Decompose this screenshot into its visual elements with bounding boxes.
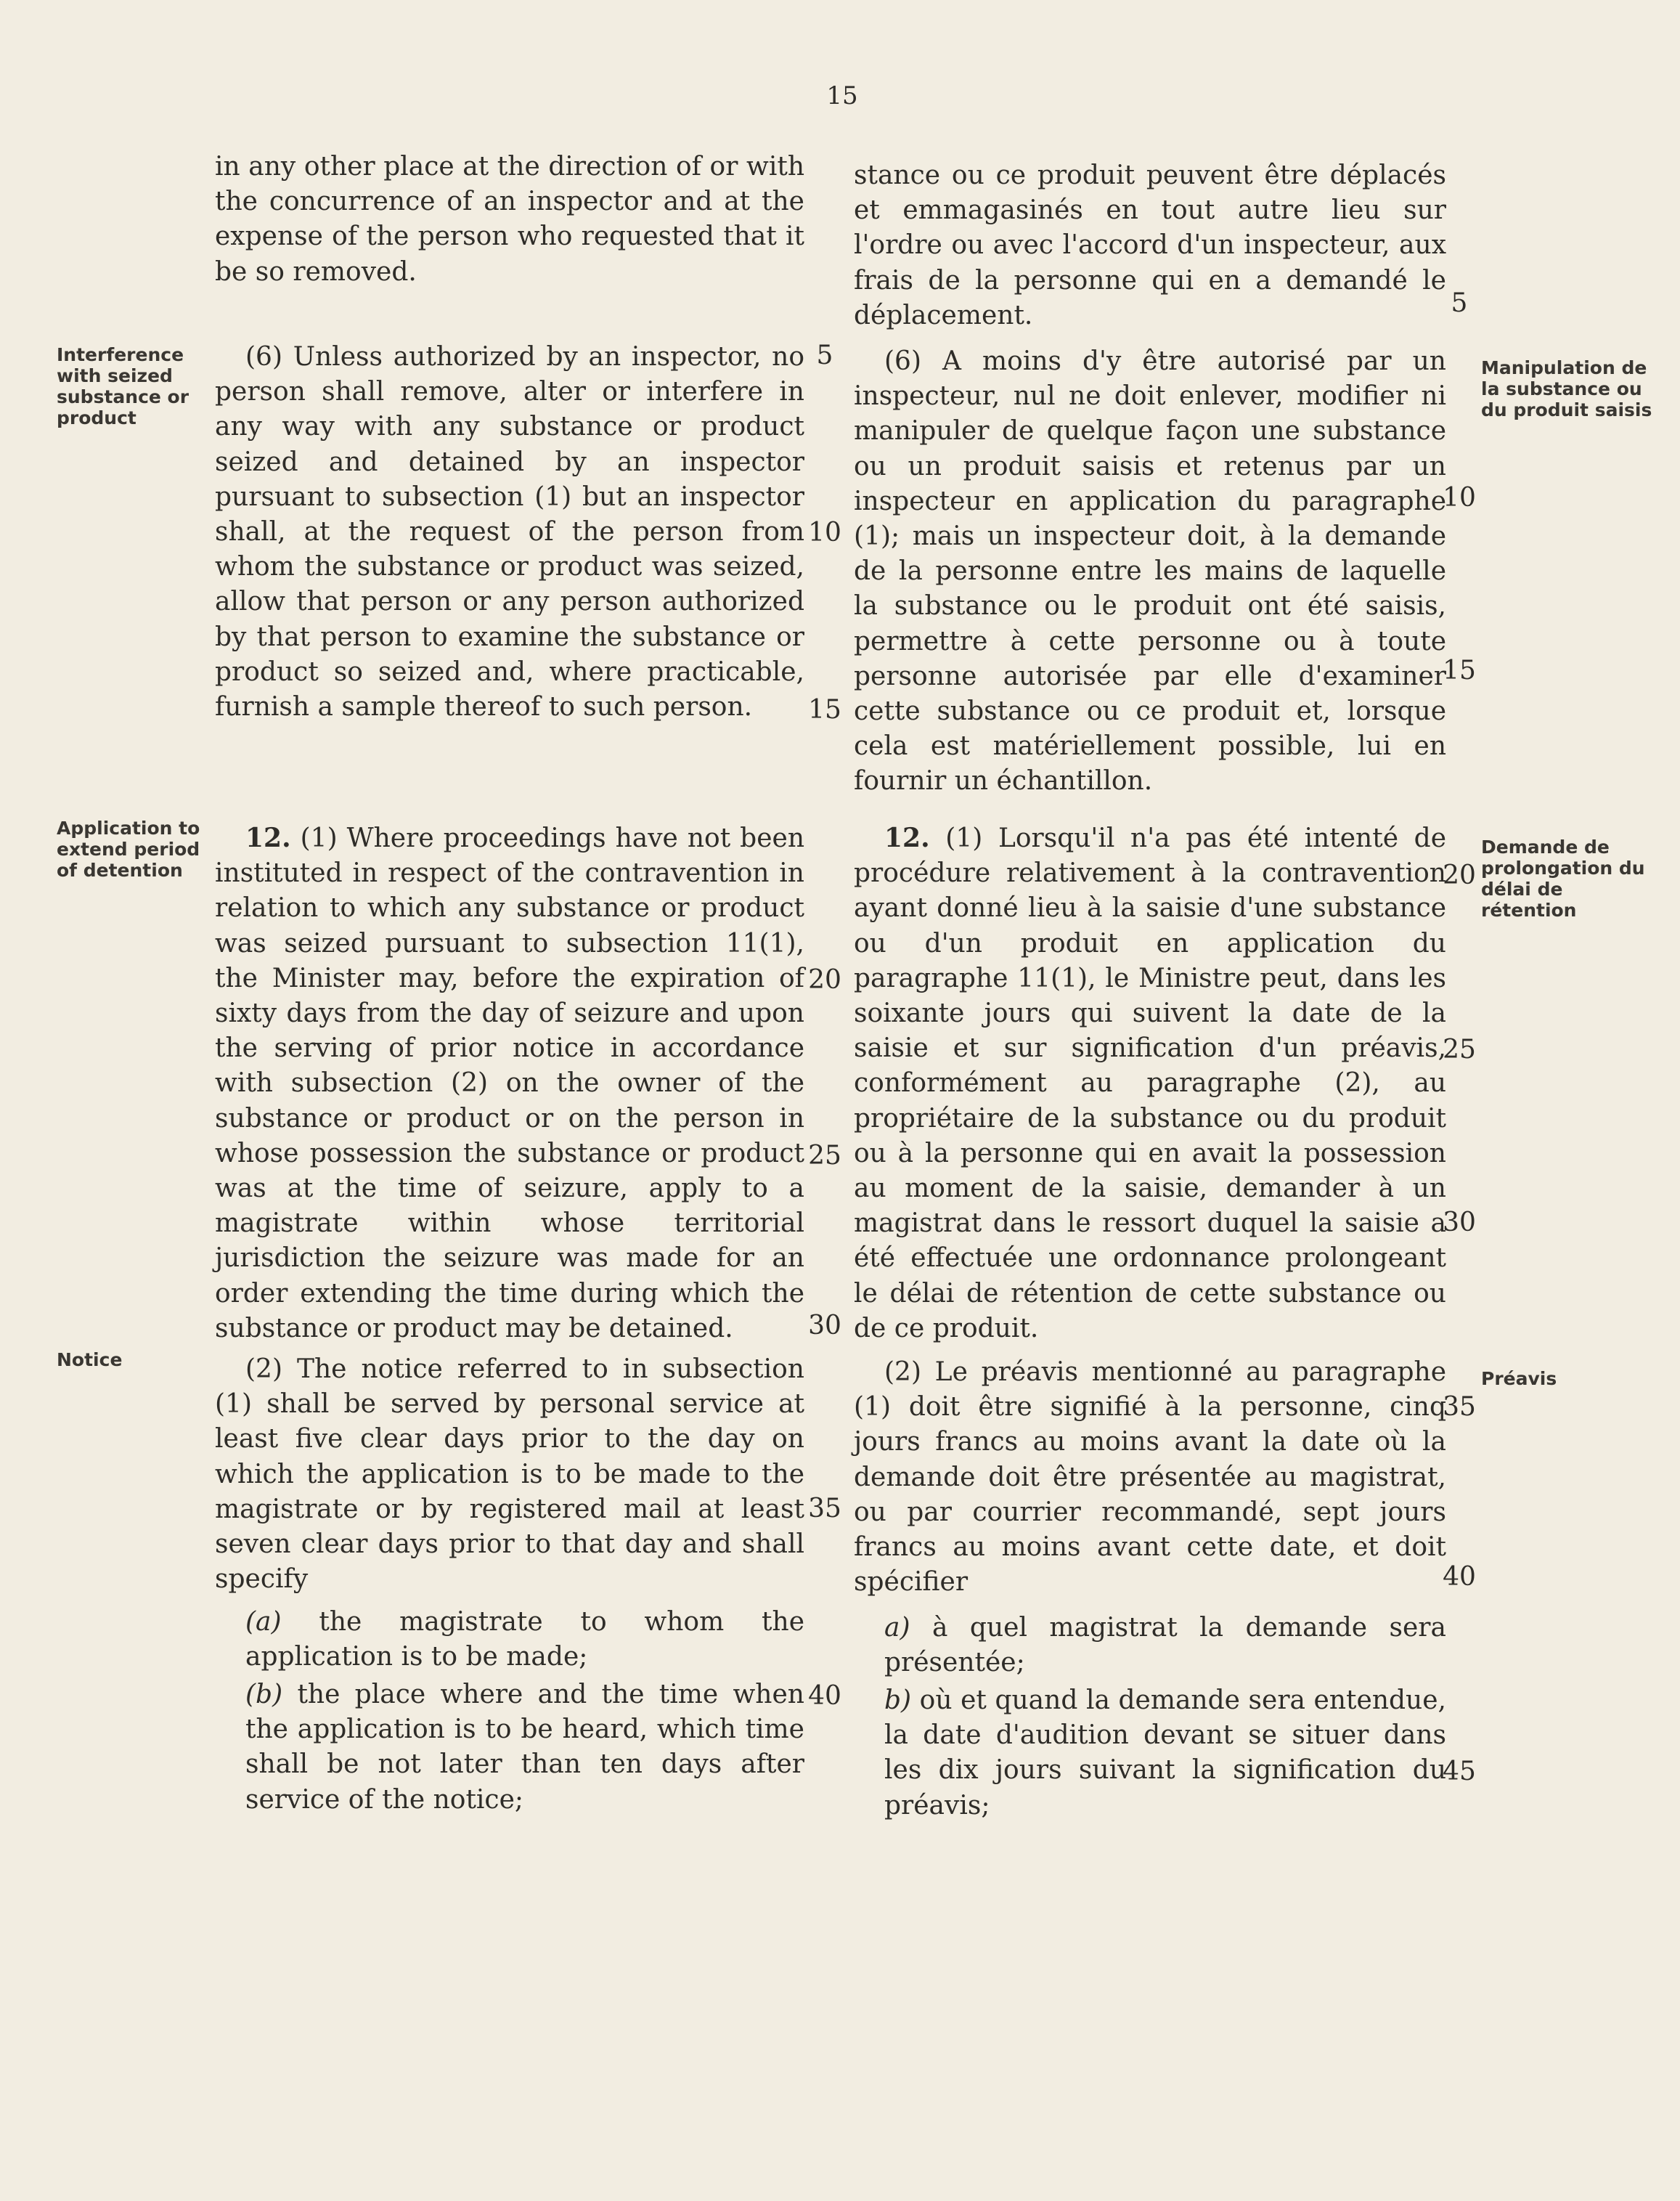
line-number: 30 — [1443, 1208, 1476, 1237]
fr-item-b-text: où et quand la demande sera entendue, la date d'audition devant se situer dans les dix jours suivant la signification du préavis; — [884, 1685, 1446, 1820]
line-number: 5 — [1451, 288, 1468, 318]
en-section-number: 12. — [245, 823, 291, 853]
fr-p2-text: (6) A moins d'y être autorisé par un inspecteur, nul ne doit enlever, modifier ni manipuler de quelque façon une substance ou un produit saisis et retenus par un inspecteur en application du paragraphe (1); mais un inspecteur doit, à la demande de la personne entre les mains de laquelle la substance ou le produit ont été saisis, permettre à cette personne ou à toute personne autorisée par elle d'examiner cette substance ou ce produit et, lorsque cela est matériellement possible, lui en fournir un échantillon. — [854, 346, 1446, 797]
french-subsection-2 — [854, 1355, 1446, 1600]
fr-section-number: 12. — [884, 823, 930, 853]
english-subsection-2 — [215, 1352, 804, 1597]
french-item-a — [854, 1611, 1446, 1680]
en-item-b-label: (b) — [245, 1680, 283, 1709]
line-number: 25 — [1443, 1035, 1476, 1065]
line-number: 35 — [1443, 1392, 1476, 1422]
line-number: 5 — [816, 341, 833, 370]
line-number: 30 — [808, 1311, 841, 1340]
margin-note-notice: Notice — [57, 1349, 123, 1370]
french-paragraph-2 — [854, 344, 1446, 800]
english-item-b — [215, 1677, 804, 1818]
en-p1-text: in any other place at the direction of or with the concurrence of an inspector and at the expense of the person who requested that it be so removed. — [215, 152, 804, 287]
fr-p1-text: stance ou ce produit peuvent être déplacés et emmagasinés en tout autre lieu sur l'ordre ou avec l'accord d'un inspecteur, aux frais de la personne qui en a demandé le déplacement. — [854, 160, 1446, 330]
line-number: 45 — [1443, 1757, 1476, 1786]
margin-note-preavis: Préavis — [1481, 1368, 1557, 1389]
french-item-b — [854, 1683, 1446, 1823]
line-number: 20 — [1443, 861, 1476, 890]
line-number: 40 — [808, 1681, 841, 1711]
line-number: 15 — [808, 695, 841, 725]
fr-p3-text: (1) Lorsqu'il n'a pas été intenté de procédure relativement à la contravention ayant donné lieu à la saisie d'une substance ou d'un produit en application du paragraphe 11(1), le Ministre peut, dans les soixante jours qui suivent la date de la saisie et sur signification d'un préavis, conformément au paragraphe (2), au propriétaire de la substance ou du produit ou à la personne qui en avait la possession au moment de la saisie, demander à un magistrat dans le ressort duquel la saisie a été effectuée une ordonnance prolongeant le délai de rétention de cette substance ou de ce produit. — [854, 823, 1446, 1343]
margin-note-application: Application to extend period of detention — [57, 818, 200, 881]
french-section-12 — [854, 821, 1446, 1346]
french-paragraph-1 — [854, 158, 1446, 333]
en-p3-text: (1) Where proceedings have not been instituted in respect of the contravention in relation to which any substance or product was seized pursuant to subsection 11(1), the Minister may, before the expiration of sixty days from the day of seizure and upon the serving of prior notice in accordance with subsection (2) on the owner of the substance or product or on the person in whose possession the substance or product was at the time of seizure, apply to a magistrate within whose territorial jurisdiction the seizure was made for an order extending the time during which the substance or product may be detained. — [215, 823, 804, 1343]
fr-item-a-label: a) — [884, 1613, 910, 1643]
en-p2-text: (6) Unless authorized by an inspector, no person shall remove, alter or interfere in any way with any substance or product seized and detained by an inspector pursuant to subsection (1) but an inspector shall, at the request of the person from whom the substance or product was seized, allow that person or any person authorized by that person to examine the substance or product so seized and, where practicable, furnish a sample thereof to such person. — [215, 342, 804, 723]
margin-note-interference: Interference with seized substance or product — [57, 344, 189, 428]
en-p4-text: (2) The notice referred to in subsection (1) shall be served by personal service at least five clear days prior to the day on which the application is to be made to the magistrate or by registered mail at least seven clear days prior to that day and shall specify — [215, 1354, 804, 1595]
margin-note-manipulation: Manipulation de la substance ou du produit saisis — [1481, 357, 1652, 420]
line-number: 20 — [808, 965, 841, 995]
fr-item-a-text: à quel magistrat la demande sera présentée; — [884, 1613, 1446, 1678]
line-number: 10 — [1443, 483, 1476, 513]
english-item-a — [215, 1605, 804, 1675]
english-paragraph-1 — [215, 150, 804, 290]
margin-note-demande: Demande de prolongation du délai de rétention — [1481, 837, 1645, 921]
en-item-a-text: the magistrate to whom the application is to be made; — [245, 1607, 804, 1672]
en-item-b-text: the place where and the time when the application is to be heard, which time shall be not later than ten days after service of the notice; — [245, 1680, 804, 1815]
line-number: 40 — [1443, 1562, 1476, 1592]
line-number: 10 — [808, 518, 841, 548]
fr-p4-text: (2) Le préavis mentionné au paragraphe (1) doit être signifié à la personne, cinq jours francs au moins avant la date où la demande doit être présentée au magistrat, ou par courrier recommandé, sept jours francs au moins avant cette date, et doit spécifier — [854, 1357, 1446, 1598]
page-number: 15 — [826, 81, 858, 110]
fr-item-b-label: b) — [884, 1685, 912, 1715]
english-section-12 — [215, 821, 804, 1346]
line-number: 15 — [1443, 656, 1476, 685]
line-number: 25 — [808, 1141, 841, 1171]
english-paragraph-2 — [215, 340, 804, 725]
line-number: 35 — [808, 1494, 841, 1523]
en-item-a-label: (a) — [245, 1607, 282, 1637]
